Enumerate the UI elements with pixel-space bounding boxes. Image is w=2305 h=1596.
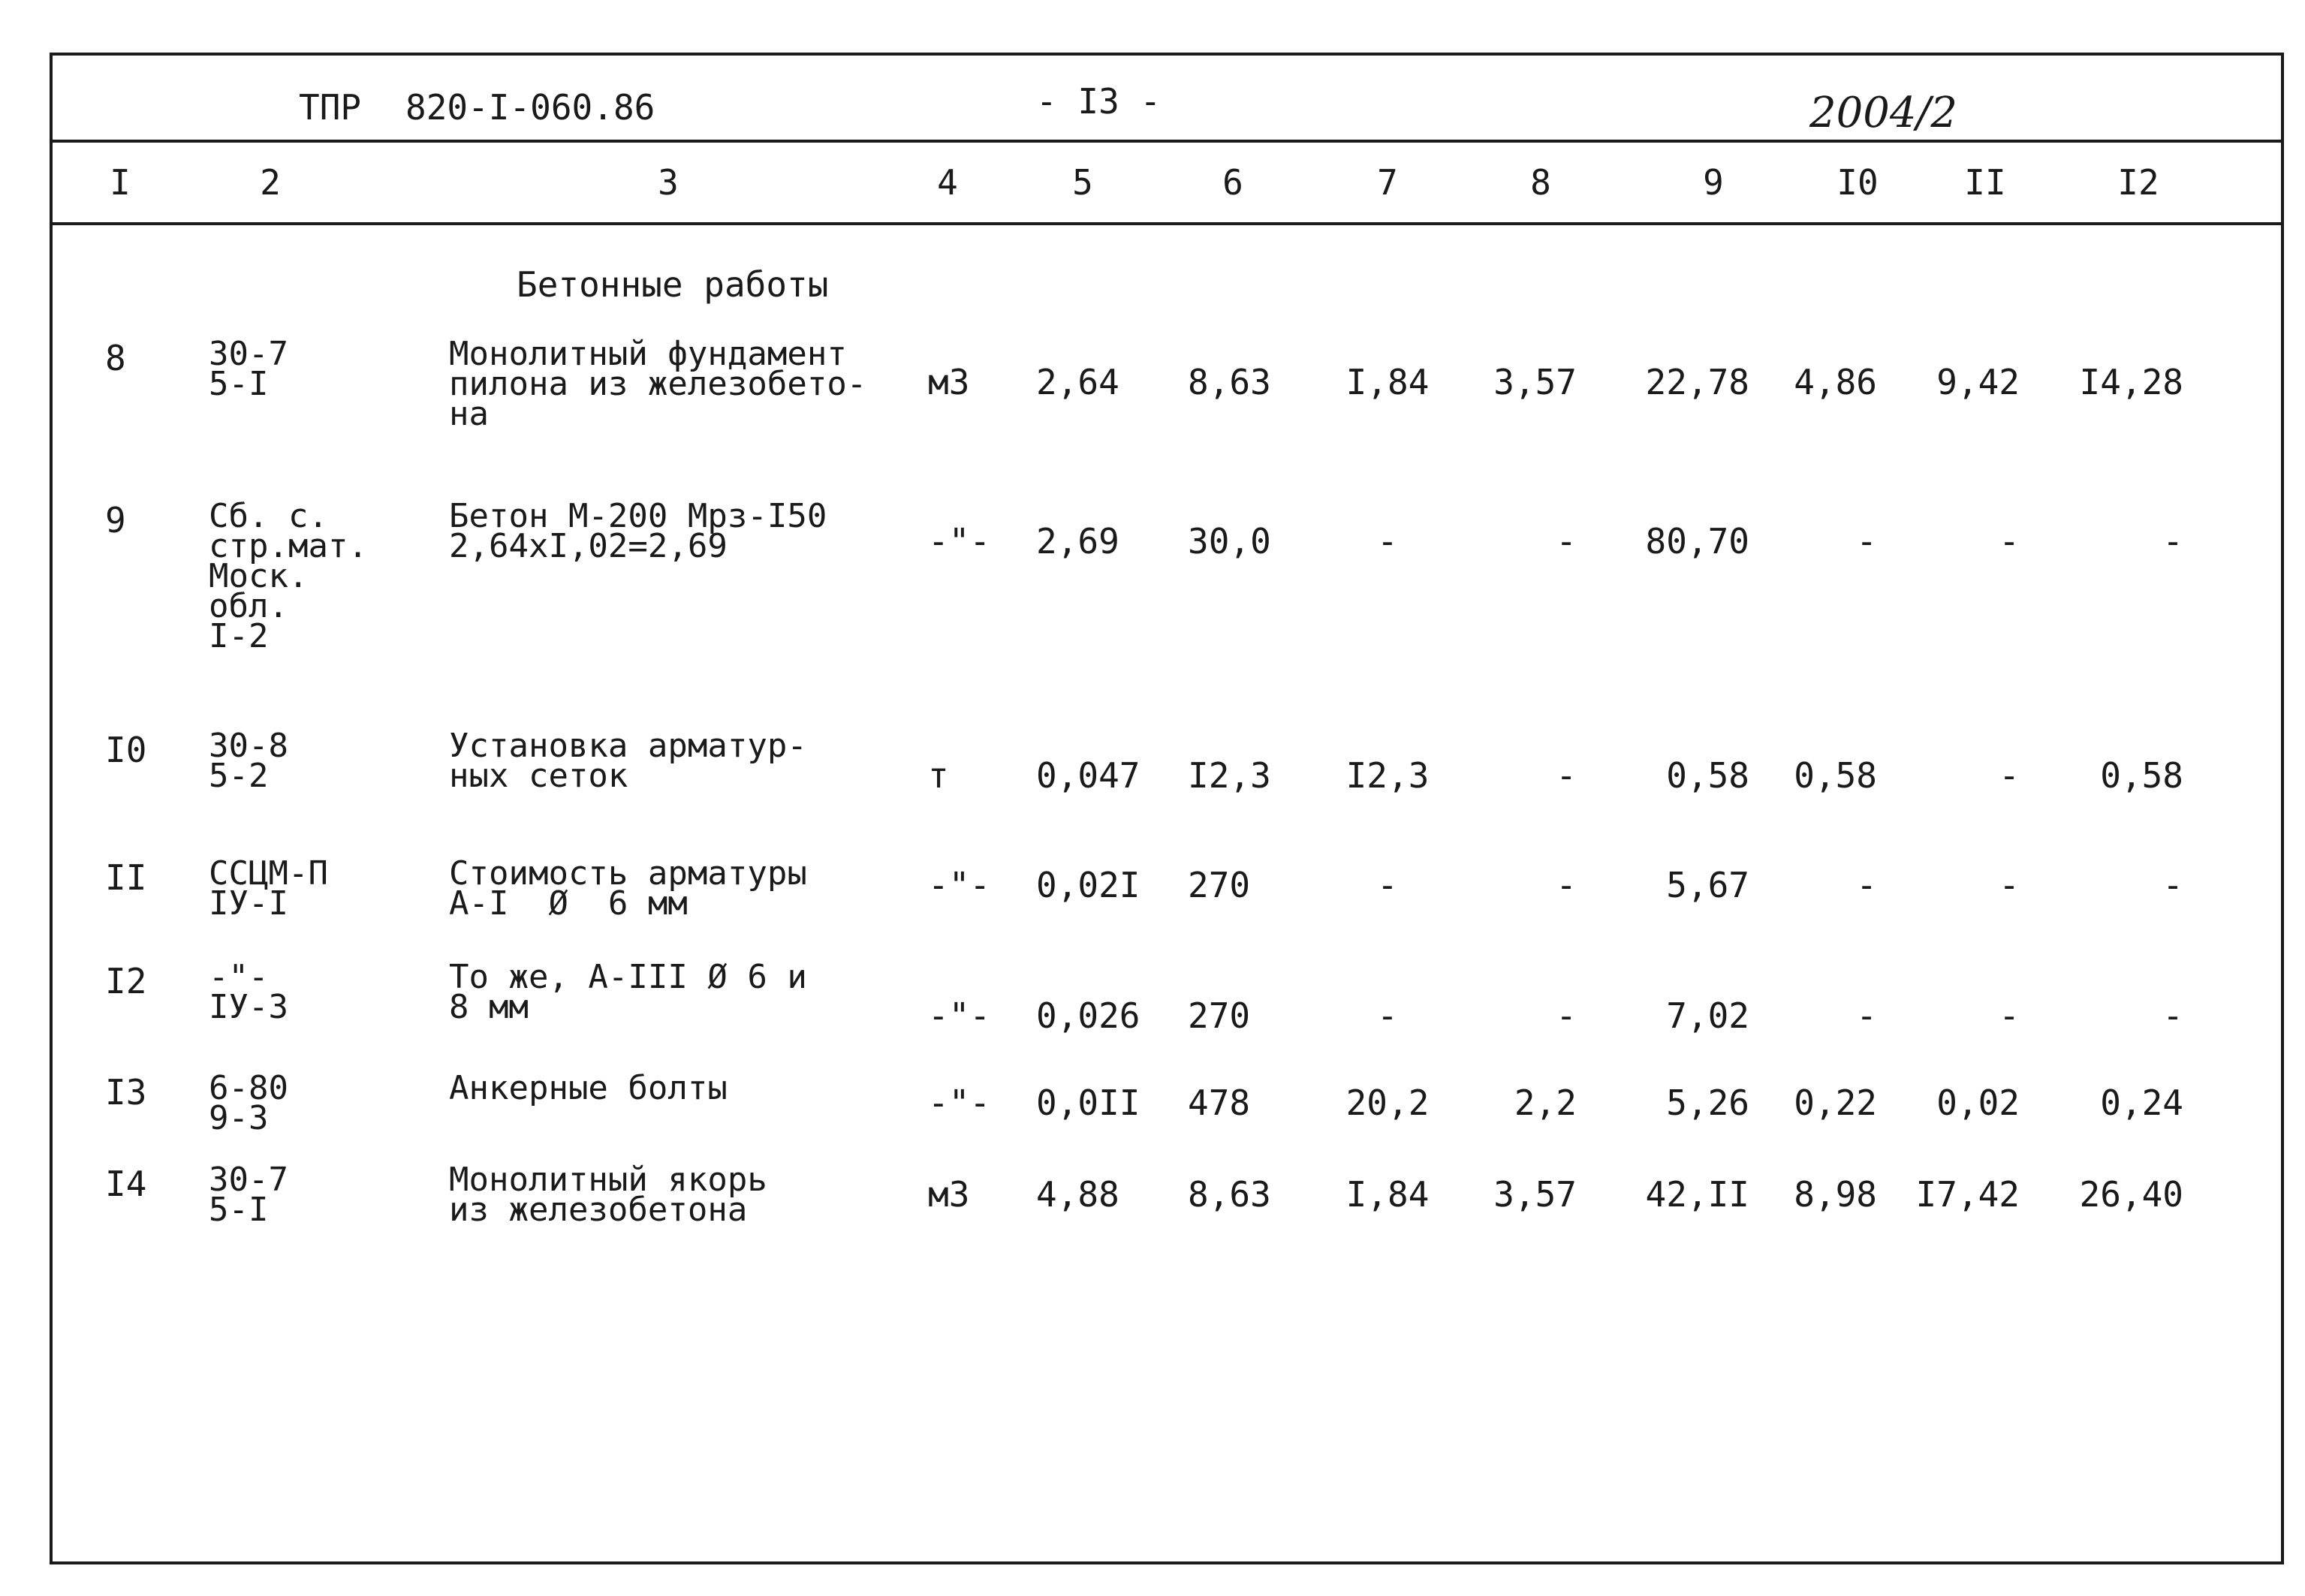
row-code-line: Сб. с.	[209, 497, 328, 535]
row-name-line: Бетон М-200 Мрз-I50	[449, 497, 827, 535]
column-header: 6	[1222, 162, 1243, 203]
row-value-c5: 0,026	[1036, 995, 1140, 1036]
row-value-c9: 5,26	[1666, 1083, 1749, 1123]
row-value-c12: 0,24	[2100, 1083, 2183, 1123]
row-value-c11: -	[1999, 865, 2020, 905]
row-value-c6: 270	[1188, 865, 1251, 905]
column-header: 9	[1703, 162, 1724, 203]
row-value-c7: I,84	[1345, 362, 1430, 402]
page-number: - I3 -	[1036, 81, 1162, 122]
row-code-line: ССЦМ-П	[209, 854, 328, 893]
row-code-line: -"-	[209, 958, 269, 996]
row-value-c7: -	[1377, 521, 1398, 562]
row-value-c10: 0,22	[1794, 1083, 1877, 1123]
row-value-c11: I7,42	[1915, 1174, 2020, 1215]
row-value-c5: 0,047	[1036, 755, 1140, 796]
row-value-c12: 26,40	[2079, 1174, 2183, 1215]
row-value-c11: 9,42	[1936, 362, 2020, 402]
row-name-line: 2,64xI,02=2,69	[449, 527, 728, 565]
column-header: 4	[937, 162, 958, 203]
row-value-c6: 8,63	[1188, 1174, 1271, 1215]
row-code-line: 30-7	[209, 1161, 288, 1199]
row-value-c9: 5,67	[1666, 865, 1749, 905]
column-header: 3	[658, 162, 679, 203]
row-value-c7: -	[1377, 865, 1398, 905]
row-value-c5: 2,69	[1036, 521, 1119, 562]
row-name-line: То же, А-III Ø 6 и	[449, 958, 807, 996]
row-code-line: обл.	[209, 587, 288, 625]
row-code-line: I-2	[209, 617, 269, 655]
row-value-c10: 0,58	[1794, 755, 1877, 796]
row-code-line: Моск.	[209, 557, 309, 595]
row-value-c6: 30,0	[1188, 521, 1271, 562]
row-code-line: 6-80	[209, 1069, 288, 1107]
row-value-c7: I,84	[1345, 1174, 1430, 1215]
column-header-divider	[50, 222, 2284, 225]
row-value-c12: 0,58	[2100, 755, 2183, 796]
handwritten-note: 2004/2	[1809, 89, 1958, 137]
header-divider	[50, 140, 2284, 143]
row-name-line: Монолитный фундамент	[449, 335, 847, 373]
row-name-line: из железобетона	[449, 1191, 748, 1229]
row-value-c11: -	[1999, 755, 2020, 796]
row-number: I3	[105, 1072, 147, 1113]
row-value-c12: -	[2162, 865, 2183, 905]
document-sheet	[50, 53, 2284, 1564]
row-value-c11: 0,02	[1936, 1083, 2020, 1123]
row-value-c12: -	[2162, 995, 2183, 1036]
row-value-c6: 478	[1188, 1083, 1251, 1123]
row-value-c9: 0,58	[1666, 755, 1749, 796]
row-value-c7: -	[1377, 995, 1398, 1036]
row-number: I2	[105, 961, 147, 1001]
row-value-c11: -	[1999, 995, 2020, 1036]
row-name-line: Монолитный якорь	[449, 1161, 767, 1199]
row-value-c5: 0,02I	[1036, 865, 1140, 905]
row-value-unit: -"-	[928, 995, 991, 1036]
row-number: 9	[105, 500, 126, 541]
column-header: 8	[1530, 162, 1551, 203]
row-value-unit: т	[928, 755, 949, 796]
row-code-line: 5-I	[209, 365, 269, 403]
row-code-line: IУ-3	[209, 988, 288, 1026]
row-name-line: пилона из железобето-	[449, 365, 867, 403]
row-value-c9: 22,78	[1645, 362, 1749, 402]
row-code-line: 30-7	[209, 335, 288, 373]
row-value-c11: -	[1999, 521, 2020, 562]
row-value-c5: 4,88	[1036, 1174, 1119, 1215]
row-name-line: ных сеток	[449, 757, 628, 795]
row-value-c12: -	[2162, 521, 2183, 562]
section-title: Бетонные работы	[517, 264, 829, 305]
column-header: 5	[1072, 162, 1093, 203]
doc-code-label: ТПР	[299, 87, 362, 128]
row-name-line: Установка арматур-	[449, 727, 807, 765]
row-code-line: 9-3	[209, 1099, 269, 1137]
row-value-c9: 42,II	[1645, 1174, 1749, 1215]
row-name-line: 8 мм	[449, 988, 529, 1026]
column-header: 7	[1377, 162, 1398, 203]
row-value-unit: -"-	[928, 865, 991, 905]
row-value-c7: 20,2	[1345, 1083, 1430, 1123]
row-value-c10: -	[1856, 521, 1877, 562]
row-value-c12: I4,28	[2079, 362, 2183, 402]
column-header: I	[110, 162, 131, 203]
row-value-c9: 7,02	[1666, 995, 1749, 1036]
row-value-c7: I2,3	[1345, 755, 1430, 796]
row-value-unit: -"-	[928, 521, 991, 562]
row-code-line: 5-I	[209, 1191, 269, 1229]
row-value-c6: I2,3	[1188, 755, 1271, 796]
column-header: I2	[2117, 162, 2159, 203]
doc-code-number: 820-I-060.86	[405, 87, 655, 128]
row-value-c8: 2,2	[1514, 1083, 1577, 1123]
row-code-line: IУ-I	[209, 884, 288, 923]
row-value-c10: -	[1856, 995, 1877, 1036]
row-value-c8: -	[1556, 865, 1577, 905]
row-value-c10: -	[1856, 865, 1877, 905]
row-value-unit: м3	[928, 1174, 970, 1215]
row-value-c6: 8,63	[1188, 362, 1271, 402]
row-name-line: Анкерные болты	[449, 1069, 728, 1107]
column-header: II	[1964, 162, 2006, 203]
row-name-line: Стоимость арматуры	[449, 854, 807, 893]
row-code-line: стр.мат.	[209, 527, 368, 565]
column-header: 2	[260, 162, 281, 203]
row-value-c8: 3,57	[1493, 362, 1577, 402]
row-value-c8: -	[1556, 755, 1577, 796]
row-code-line: 30-8	[209, 727, 288, 765]
row-number: I4	[105, 1164, 147, 1204]
row-value-c8: 3,57	[1493, 1174, 1577, 1215]
row-number: 8	[105, 338, 126, 378]
row-number: II	[105, 857, 147, 898]
row-name-line: на	[449, 395, 489, 433]
row-value-unit: -"-	[928, 1083, 991, 1123]
row-value-unit: м3	[928, 362, 970, 402]
row-value-c5: 0,0II	[1036, 1083, 1140, 1123]
row-number: I0	[105, 730, 147, 770]
row-code-line: 5-2	[209, 757, 269, 795]
row-value-c10: 4,86	[1794, 362, 1877, 402]
row-value-c6: 270	[1188, 995, 1251, 1036]
row-value-c5: 2,64	[1036, 362, 1119, 402]
column-header: I0	[1836, 162, 1879, 203]
row-value-c10: 8,98	[1794, 1174, 1877, 1215]
row-name-line: А-I Ø 6 мм	[449, 884, 688, 923]
row-value-c8: -	[1556, 995, 1577, 1036]
row-value-c9: 80,70	[1645, 521, 1749, 562]
row-value-c8: -	[1556, 521, 1577, 562]
